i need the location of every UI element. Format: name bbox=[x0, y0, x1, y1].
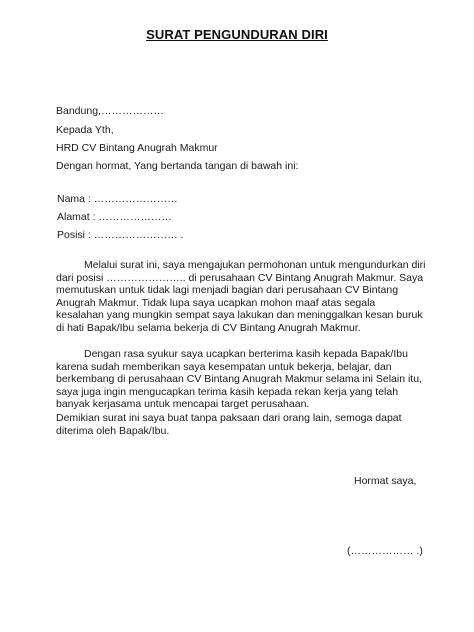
field-posisi: Posisi : …………………… . bbox=[57, 229, 184, 241]
place-date: Bandung,……………… bbox=[56, 105, 164, 117]
paragraph-closing: Demikian surat ini saya buat tanpa paksaan dari orang lain, semoga dapat diterima oleh Bapak/Ibu. bbox=[56, 412, 402, 437]
letter-title: SURAT PENGUNDURAN DIRI bbox=[146, 27, 328, 42]
paragraph-gratitude: Dengan rasa syukur saya ucapkan berterima kasih kepada Bapak/Ibu karena sudah memberikan saya kesempatan untuk bekerja, belajar, dan berkembang di perusahaan CV Bintang Anugrah Makmur selama ini Selain itu, saya juga ingin mengucapkan terima kasih kepada rekan kerja yang telah banyak kerjasama untuk mencapai target perusahaan. bbox=[56, 348, 422, 410]
recipient-company: HRD CV Bintang Anugrah Makmur bbox=[56, 142, 218, 154]
paragraph-resignation: Melalui surat ini, saya mengajukan permohonan untuk mengundurkan diri dari posisi ………………….. di perusahaan CV Bintang Anugrah Makmur. Saya memutuskan untuk tidak lagi menjadi bagian dari perusahaan CV Bintang Anugrah Makmur. Tidak lupa saya ucapkan mohon maaf atas segala kesalahan yang mungkin sempat saya lakukan dan meninggalkan kesan buruk di hati Bapak/Ibu selama bekerja di CV Bintang Anugrah Makmur. bbox=[56, 259, 426, 334]
field-alamat: Alamat : ………………… bbox=[57, 211, 172, 223]
closing-salutation: Hormat saya, bbox=[354, 475, 417, 487]
signature-placeholder: (……………… .) bbox=[347, 545, 423, 557]
recipient-greeting: Kepada Yth, bbox=[56, 124, 114, 136]
field-nama: Nama : …………………… bbox=[57, 193, 178, 205]
opening-greeting: Dengan hormat, Yang bertanda tangan di bawah ini: bbox=[56, 160, 299, 172]
